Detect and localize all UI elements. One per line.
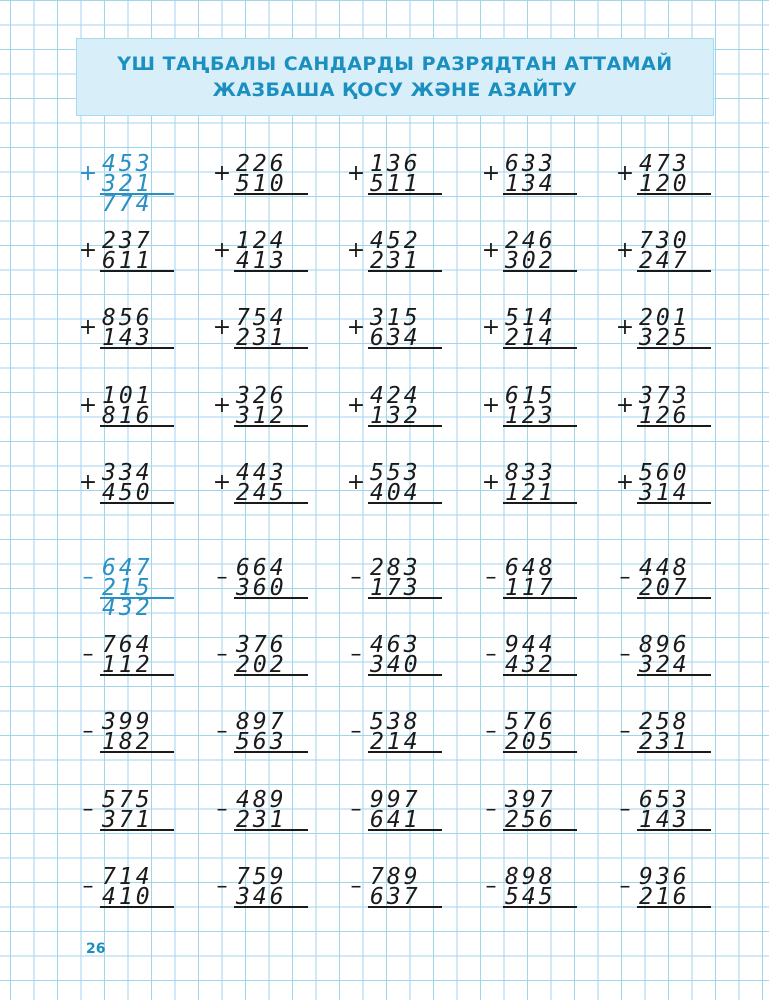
answer-line xyxy=(100,425,174,427)
plus-sign: + xyxy=(615,315,635,340)
answer-line xyxy=(234,829,308,831)
top-number: 124 xyxy=(236,228,287,254)
bottom-number: 410 xyxy=(102,884,153,910)
top-number: 399 xyxy=(102,709,153,735)
addition-problem xyxy=(346,462,436,526)
minus-sign: – xyxy=(216,565,228,590)
top-number: 443 xyxy=(236,460,287,486)
top-number: 615 xyxy=(505,383,556,409)
addition-problem xyxy=(212,153,302,217)
answer-line xyxy=(637,597,711,599)
minus-sign: – xyxy=(485,797,497,822)
subtraction-problem xyxy=(78,711,168,775)
top-number: 246 xyxy=(505,228,556,254)
answer-line xyxy=(100,906,174,908)
answer-line xyxy=(503,425,577,427)
plus-sign: + xyxy=(615,393,635,418)
subtraction-problem xyxy=(615,634,705,698)
top-number: 463 xyxy=(370,632,421,658)
minus-sign: – xyxy=(619,642,631,667)
plus-sign: + xyxy=(212,393,232,418)
top-number: 730 xyxy=(639,228,690,254)
bottom-number: 302 xyxy=(505,248,556,274)
answer-line xyxy=(234,270,308,272)
top-number: 647 xyxy=(102,555,153,581)
top-number: 833 xyxy=(505,460,556,486)
top-number: 334 xyxy=(102,460,153,486)
top-number: 896 xyxy=(639,632,690,658)
plus-sign: + xyxy=(481,470,501,495)
addition-problem xyxy=(481,230,571,294)
result-number: 774 xyxy=(102,191,153,217)
plus-sign: + xyxy=(481,393,501,418)
subtraction-problem xyxy=(78,789,168,853)
top-number: 538 xyxy=(370,709,421,735)
top-number: 283 xyxy=(370,555,421,581)
top-number: 397 xyxy=(505,787,556,813)
minus-sign: – xyxy=(216,719,228,744)
answer-line xyxy=(637,674,711,676)
answer-line xyxy=(100,751,174,753)
bottom-number: 314 xyxy=(639,480,690,506)
bottom-number: 312 xyxy=(236,403,287,429)
answer-line xyxy=(503,906,577,908)
top-number: 373 xyxy=(639,383,690,409)
bottom-number: 404 xyxy=(370,480,421,506)
bottom-number: 231 xyxy=(370,248,421,274)
subtraction-problem xyxy=(212,557,302,621)
plus-sign: + xyxy=(481,238,501,263)
answer-line xyxy=(234,597,308,599)
plus-sign: + xyxy=(78,161,98,186)
bottom-number: 245 xyxy=(236,480,287,506)
bottom-number: 143 xyxy=(102,325,153,351)
bottom-number: 132 xyxy=(370,403,421,429)
bottom-number: 321 xyxy=(102,171,153,197)
addition-problem xyxy=(212,230,302,294)
answer-line xyxy=(234,751,308,753)
top-number: 201 xyxy=(639,305,690,331)
answer-line xyxy=(234,674,308,676)
plus-sign: + xyxy=(78,470,98,495)
bottom-number: 346 xyxy=(236,884,287,910)
subtraction-problem xyxy=(212,866,302,930)
addition-problem xyxy=(78,385,168,449)
bottom-number: 641 xyxy=(370,807,421,833)
answer-line xyxy=(637,751,711,753)
answer-line xyxy=(368,193,442,195)
title-banner xyxy=(76,38,714,116)
bottom-number: 112 xyxy=(102,652,153,678)
top-number: 576 xyxy=(505,709,556,735)
plus-sign: + xyxy=(615,238,635,263)
bottom-number: 340 xyxy=(370,652,421,678)
top-number: 315 xyxy=(370,305,421,331)
bottom-number: 371 xyxy=(102,807,153,833)
answer-line xyxy=(637,193,711,195)
bottom-number: 117 xyxy=(505,575,556,601)
minus-sign: – xyxy=(350,719,362,744)
bottom-number: 216 xyxy=(639,884,690,910)
answer-line xyxy=(368,751,442,753)
answer-line xyxy=(637,502,711,504)
addition-problem xyxy=(78,230,168,294)
subtraction-problem xyxy=(481,557,571,621)
top-number: 101 xyxy=(102,383,153,409)
top-number: 633 xyxy=(505,151,556,177)
top-number: 326 xyxy=(236,383,287,409)
bottom-number: 202 xyxy=(236,652,287,678)
answer-line xyxy=(100,502,174,504)
plus-sign: + xyxy=(346,393,366,418)
plus-sign: + xyxy=(346,238,366,263)
plus-sign: + xyxy=(78,393,98,418)
top-number: 489 xyxy=(236,787,287,813)
answer-line xyxy=(503,193,577,195)
bottom-number: 611 xyxy=(102,248,153,274)
minus-sign: – xyxy=(619,797,631,822)
answer-line xyxy=(234,347,308,349)
bottom-number: 256 xyxy=(505,807,556,833)
subtraction-problem xyxy=(481,711,571,775)
subtraction-problem xyxy=(346,711,436,775)
subtraction-problem xyxy=(212,711,302,775)
subtraction-problem xyxy=(481,866,571,930)
answer-line xyxy=(234,502,308,504)
bottom-number: 207 xyxy=(639,575,690,601)
bottom-number: 511 xyxy=(370,171,421,197)
top-number: 664 xyxy=(236,555,287,581)
top-number: 575 xyxy=(102,787,153,813)
answer-line xyxy=(503,674,577,676)
addition-problem xyxy=(615,230,705,294)
top-number: 473 xyxy=(639,151,690,177)
bottom-number: 563 xyxy=(236,729,287,755)
addition-problem xyxy=(481,385,571,449)
top-number: 754 xyxy=(236,305,287,331)
title-line-2: ЖАЗБАША ҚОСУ ЖӘНЕ АЗАЙТУ xyxy=(212,79,578,101)
subtraction-problem xyxy=(481,789,571,853)
bottom-number: 247 xyxy=(639,248,690,274)
bottom-number: 214 xyxy=(505,325,556,351)
minus-sign: – xyxy=(82,797,94,822)
top-number: 897 xyxy=(236,709,287,735)
minus-sign: – xyxy=(82,565,94,590)
subtraction-example xyxy=(78,557,168,621)
addition-problem xyxy=(481,307,571,371)
plus-sign: + xyxy=(615,161,635,186)
bottom-number: 324 xyxy=(639,652,690,678)
subtraction-problem xyxy=(481,634,571,698)
bottom-number: 214 xyxy=(370,729,421,755)
bottom-number: 231 xyxy=(236,325,287,351)
subtraction-problem xyxy=(615,789,705,853)
bottom-number: 205 xyxy=(505,729,556,755)
plus-sign: + xyxy=(212,161,232,186)
minus-sign: – xyxy=(216,874,228,899)
minus-sign: – xyxy=(82,719,94,744)
minus-sign: – xyxy=(485,642,497,667)
answer-line xyxy=(637,829,711,831)
subtraction-problem xyxy=(78,866,168,930)
plus-sign: + xyxy=(346,161,366,186)
bottom-number: 510 xyxy=(236,171,287,197)
bottom-number: 231 xyxy=(236,807,287,833)
addition-example xyxy=(78,153,168,217)
answer-line xyxy=(100,347,174,349)
bottom-number: 545 xyxy=(505,884,556,910)
subtraction-problem xyxy=(346,789,436,853)
plus-sign: + xyxy=(346,470,366,495)
subtraction-problem xyxy=(615,866,705,930)
subtraction-problem xyxy=(212,634,302,698)
answer-line xyxy=(234,193,308,195)
subtraction-problem xyxy=(615,557,705,621)
bottom-number: 450 xyxy=(102,480,153,506)
minus-sign: – xyxy=(216,642,228,667)
top-number: 258 xyxy=(639,709,690,735)
bottom-number: 215 xyxy=(102,575,153,601)
top-number: 898 xyxy=(505,864,556,890)
addition-problem xyxy=(78,462,168,526)
minus-sign: – xyxy=(350,797,362,822)
answer-line xyxy=(503,502,577,504)
answer-line xyxy=(503,347,577,349)
bottom-number: 637 xyxy=(370,884,421,910)
addition-problem xyxy=(346,385,436,449)
answer-line xyxy=(637,425,711,427)
answer-line xyxy=(100,270,174,272)
plus-sign: + xyxy=(78,315,98,340)
addition-problem xyxy=(212,462,302,526)
answer-line xyxy=(637,347,711,349)
addition-problem xyxy=(78,307,168,371)
minus-sign: – xyxy=(82,642,94,667)
bottom-number: 126 xyxy=(639,403,690,429)
bottom-number: 134 xyxy=(505,171,556,197)
bottom-number: 432 xyxy=(505,652,556,678)
addition-problem xyxy=(346,307,436,371)
subtraction-problem xyxy=(615,711,705,775)
answer-line xyxy=(503,751,577,753)
bottom-number: 325 xyxy=(639,325,690,351)
bottom-number: 413 xyxy=(236,248,287,274)
addition-problem xyxy=(346,230,436,294)
bottom-number: 123 xyxy=(505,403,556,429)
top-number: 789 xyxy=(370,864,421,890)
bottom-number: 120 xyxy=(639,171,690,197)
addition-problem xyxy=(481,462,571,526)
answer-line xyxy=(503,829,577,831)
top-number: 944 xyxy=(505,632,556,658)
subtraction-problem xyxy=(346,866,436,930)
answer-line xyxy=(368,906,442,908)
minus-sign: – xyxy=(485,565,497,590)
minus-sign: – xyxy=(350,642,362,667)
subtraction-problem xyxy=(212,789,302,853)
answer-line xyxy=(637,906,711,908)
addition-problem xyxy=(615,153,705,217)
subtraction-problem xyxy=(346,634,436,698)
subtraction-problem xyxy=(78,634,168,698)
top-number: 237 xyxy=(102,228,153,254)
plus-sign: + xyxy=(481,161,501,186)
answer-line xyxy=(234,906,308,908)
answer-line xyxy=(368,502,442,504)
top-number: 424 xyxy=(370,383,421,409)
top-number: 226 xyxy=(236,151,287,177)
minus-sign: – xyxy=(619,565,631,590)
answer-line xyxy=(368,597,442,599)
top-number: 560 xyxy=(639,460,690,486)
minus-sign: – xyxy=(619,719,631,744)
plus-sign: + xyxy=(212,470,232,495)
minus-sign: – xyxy=(82,874,94,899)
answer-line xyxy=(368,425,442,427)
minus-sign: – xyxy=(485,874,497,899)
top-number: 136 xyxy=(370,151,421,177)
answer-line xyxy=(368,270,442,272)
bottom-number: 143 xyxy=(639,807,690,833)
answer-line xyxy=(234,425,308,427)
minus-sign: – xyxy=(619,874,631,899)
minus-sign: – xyxy=(350,874,362,899)
addition-problem xyxy=(481,153,571,217)
top-number: 648 xyxy=(505,555,556,581)
answer-line xyxy=(100,829,174,831)
plus-sign: + xyxy=(481,315,501,340)
top-number: 452 xyxy=(370,228,421,254)
page-number: 26 xyxy=(86,941,106,957)
plus-sign: + xyxy=(615,470,635,495)
plus-sign: + xyxy=(212,315,232,340)
answer-line xyxy=(368,674,442,676)
plus-sign: + xyxy=(212,238,232,263)
top-number: 448 xyxy=(639,555,690,581)
bottom-number: 173 xyxy=(370,575,421,601)
top-number: 376 xyxy=(236,632,287,658)
top-number: 514 xyxy=(505,305,556,331)
plus-sign: + xyxy=(78,238,98,263)
addition-problem xyxy=(346,153,436,217)
answer-line xyxy=(637,270,711,272)
bottom-number: 231 xyxy=(639,729,690,755)
top-number: 759 xyxy=(236,864,287,890)
addition-problem xyxy=(615,385,705,449)
addition-problem xyxy=(212,385,302,449)
minus-sign: – xyxy=(485,719,497,744)
top-number: 997 xyxy=(370,787,421,813)
addition-problem xyxy=(212,307,302,371)
top-number: 714 xyxy=(102,864,153,890)
minus-sign: – xyxy=(216,797,228,822)
addition-problem xyxy=(615,462,705,526)
minus-sign: – xyxy=(350,565,362,590)
title-line-1: ҮШ ТАҢБАЛЫ САНДАРДЫ РАЗРЯДТАН АТТАМАЙ xyxy=(117,53,673,75)
bottom-number: 360 xyxy=(236,575,287,601)
answer-line xyxy=(100,674,174,676)
subtraction-problem xyxy=(346,557,436,621)
answer-line xyxy=(503,597,577,599)
top-number: 856 xyxy=(102,305,153,331)
bottom-number: 121 xyxy=(505,480,556,506)
answer-line xyxy=(368,347,442,349)
top-number: 653 xyxy=(639,787,690,813)
result-number: 432 xyxy=(102,595,153,621)
bottom-number: 816 xyxy=(102,403,153,429)
answer-line xyxy=(368,829,442,831)
addition-problem xyxy=(615,307,705,371)
top-number: 764 xyxy=(102,632,153,658)
answer-line xyxy=(503,270,577,272)
bottom-number: 634 xyxy=(370,325,421,351)
top-number: 936 xyxy=(639,864,690,890)
bottom-number: 182 xyxy=(102,729,153,755)
top-number: 553 xyxy=(370,460,421,486)
plus-sign: + xyxy=(346,315,366,340)
top-number: 453 xyxy=(102,151,153,177)
